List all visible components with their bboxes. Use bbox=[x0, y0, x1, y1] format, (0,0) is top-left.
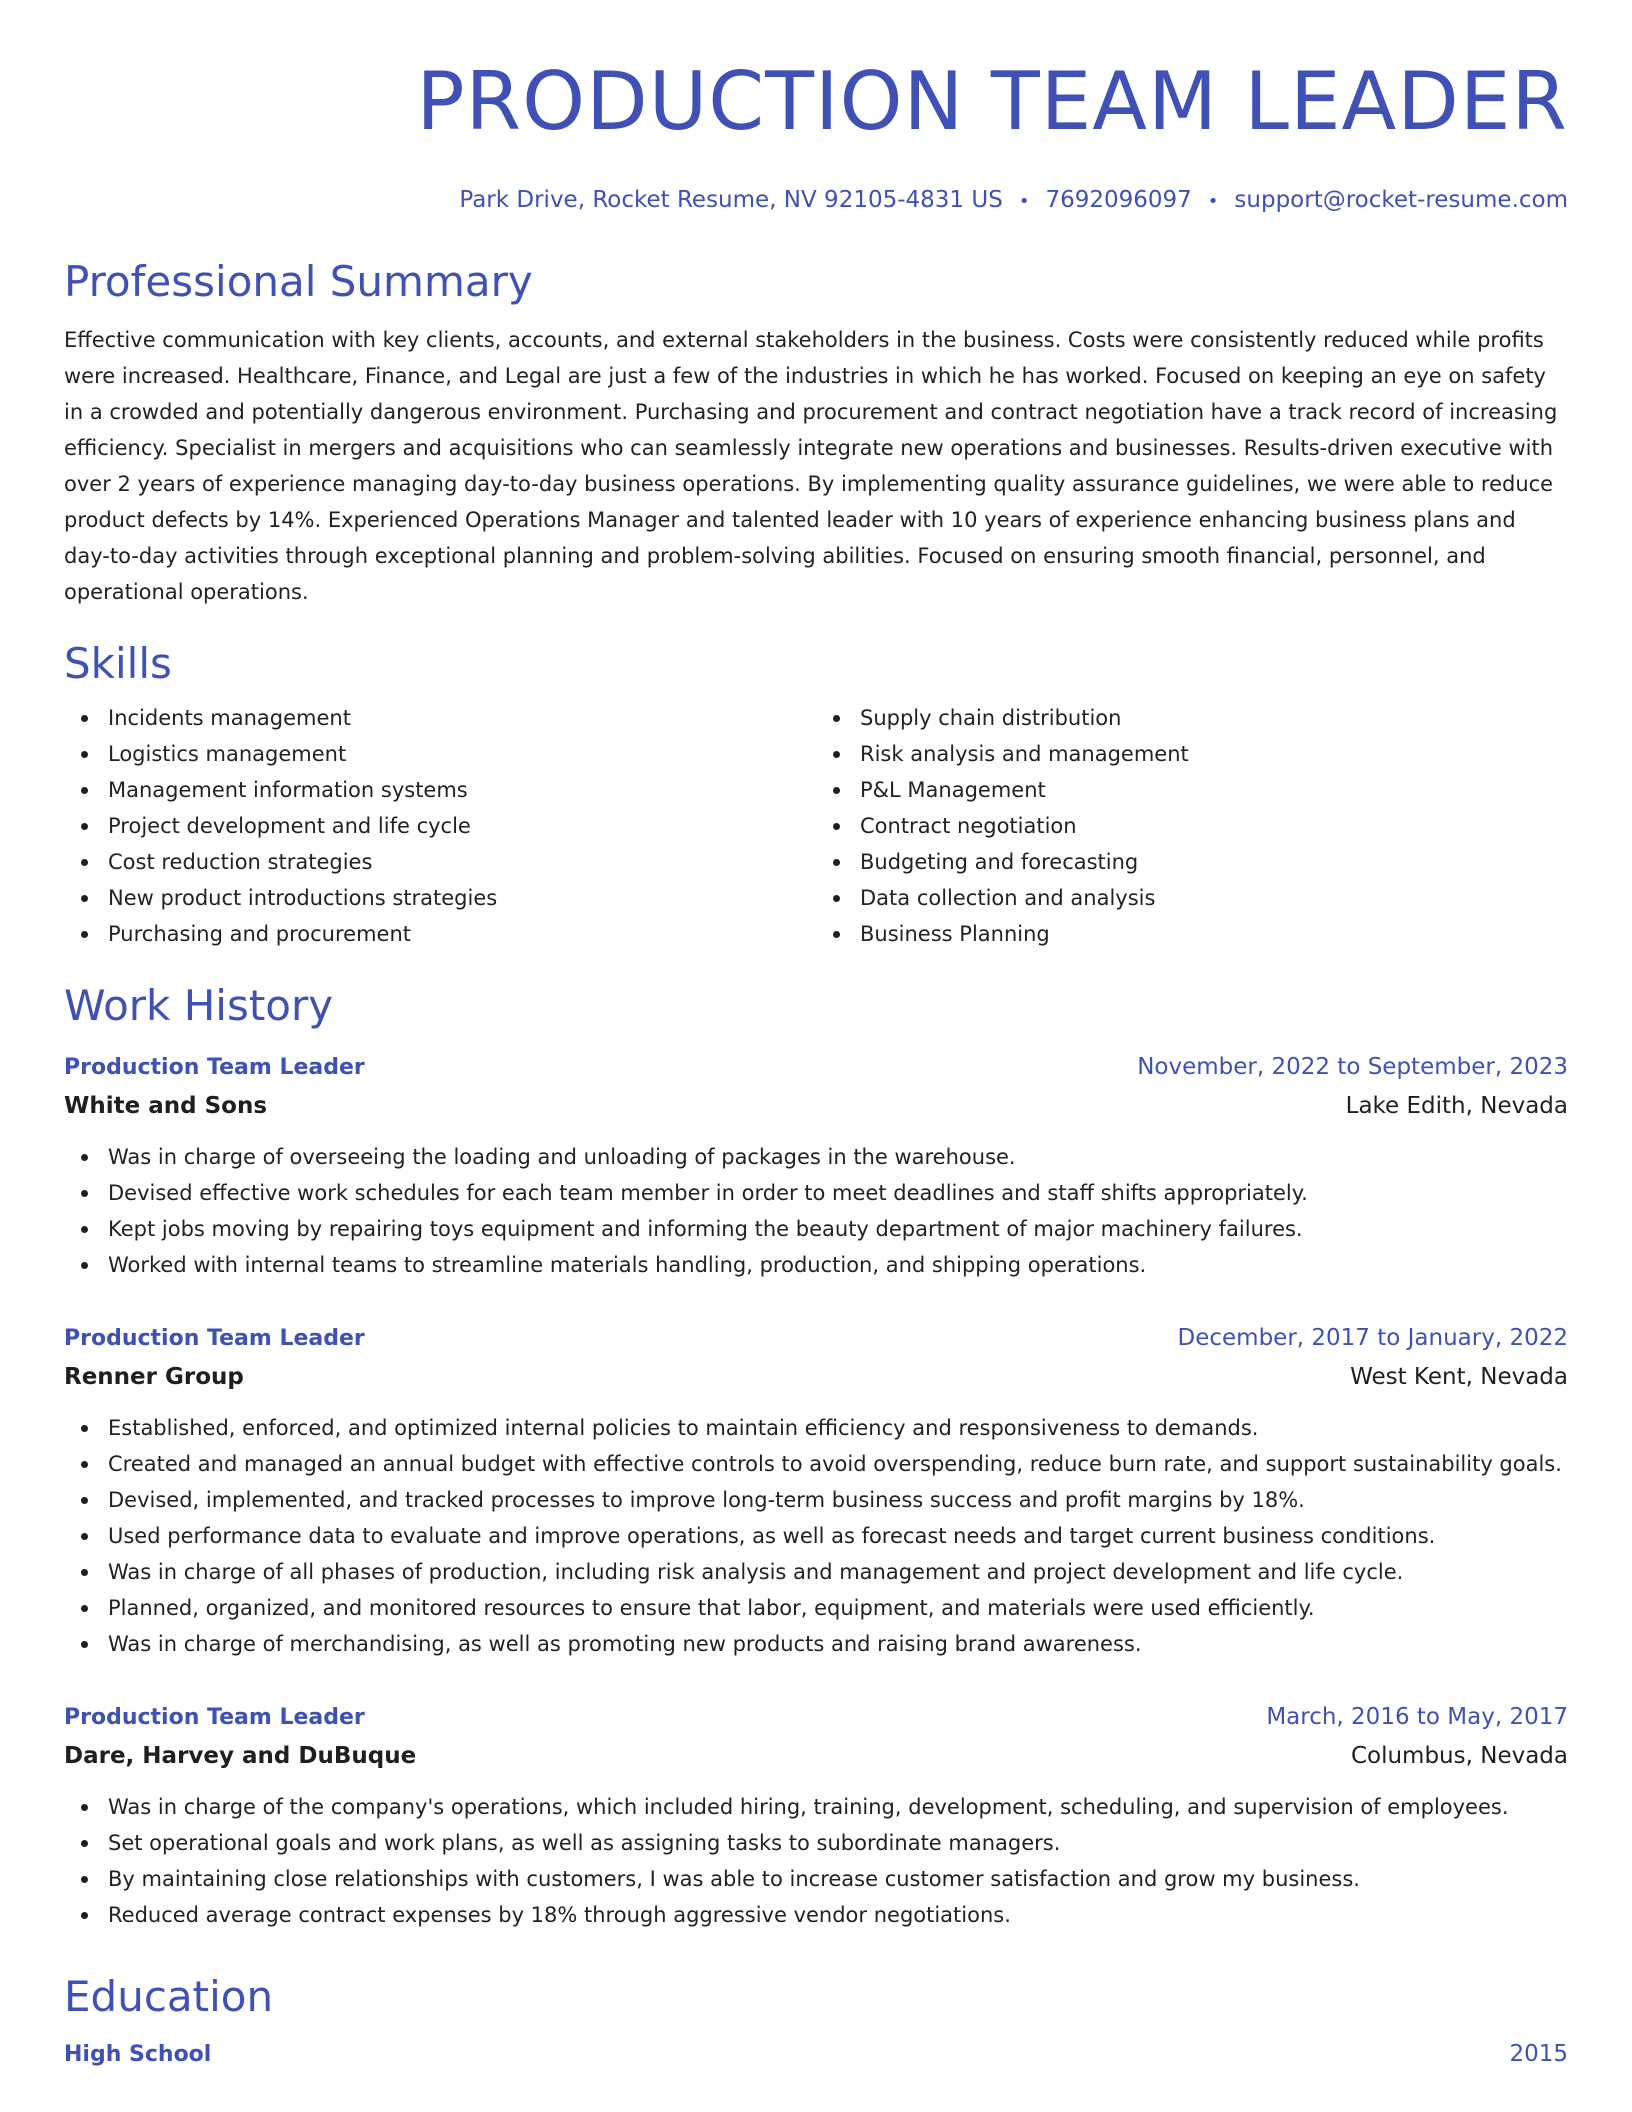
job-bullets bbox=[64, 1139, 1568, 1283]
contact-email: support@rocket-resume.com bbox=[1234, 187, 1568, 213]
job-entry bbox=[64, 1698, 1568, 1933]
skill-item: Cost reduction strategies bbox=[108, 844, 816, 880]
skill-item: Management information systems bbox=[108, 772, 816, 808]
job-bullet: Established, enforced, and optimized internal policies to maintain efficiency and responsiveness to demands. bbox=[108, 1410, 1568, 1446]
skill-item: Logistics management bbox=[108, 736, 816, 772]
job-entry bbox=[64, 1048, 1568, 1283]
job-header-row bbox=[64, 1048, 1568, 1087]
contact-phone: 7692096097 bbox=[1045, 187, 1192, 213]
skills-list-right bbox=[816, 700, 1568, 952]
job-header-row bbox=[64, 1319, 1568, 1358]
skill-item: Budgeting and forecasting bbox=[860, 844, 1568, 880]
job-bullets bbox=[64, 1789, 1568, 1933]
work-history-heading: Work History bbox=[64, 981, 334, 1030]
contact-separator: • bbox=[1018, 191, 1030, 212]
job-company: White and Sons bbox=[64, 1093, 268, 1119]
job-location: Lake Edith, Nevada bbox=[1345, 1093, 1568, 1119]
job-title: Production Team Leader bbox=[64, 1705, 365, 1730]
job-bullet: Worked with internal teams to streamline materials handling, production, and shipping operations. bbox=[108, 1247, 1568, 1283]
education-year: 2015 bbox=[1509, 2041, 1568, 2067]
job-bullet: Devised effective work schedules for each team member in order to meet deadlines and staff shifts appropriately. bbox=[108, 1175, 1568, 1211]
job-bullet: Planned, organized, and monitored resources to ensure that labor, equipment, and materials were used efficiently. bbox=[108, 1590, 1568, 1626]
job-dates: March, 2016 to May, 2017 bbox=[1266, 1704, 1568, 1730]
job-location: West Kent, Nevada bbox=[1350, 1364, 1568, 1390]
summary-text: Effective communication with key clients, accounts, and external stakeholders in the business. Costs were consistently reduced while profits were increased. Healthcare, Finance, and Legal are just a few of the industries in which he has worked. Focused on keeping an eye on safety in a crowded and potentially dangerous environment. Purchasing and procurement and contract negotiation have a track record of increasing efficiency. Specialist in mergers and acquisitions who can seamlessly integrate new operations and businesses. Results-driven executive with over 2 years of experience managing day-to-day business operations. By implementing quality assurance guidelines, we were able to reduce product defects by 14%. Experienced Operations Manager and talented leader with 10 years of experience enhancing business plans and day-to-day activities through exceptional planning and problem-solving abilities. Focused on ensuring smooth financial, personnel, and operational operations. bbox=[64, 328, 1558, 604]
job-entry bbox=[64, 1319, 1568, 1662]
skill-item: Supply chain distribution bbox=[860, 700, 1568, 736]
education-row bbox=[64, 2035, 1568, 2074]
job-location: Columbus, Nevada bbox=[1350, 1743, 1568, 1769]
skills-grid bbox=[64, 700, 1568, 952]
skill-item: Contract negotiation bbox=[860, 808, 1568, 844]
job-company-row bbox=[64, 1737, 1568, 1775]
skill-item: Business Planning bbox=[860, 916, 1568, 952]
job-bullet: Was in charge of all phases of production, including risk analysis and management and project development and life cycle. bbox=[108, 1554, 1568, 1590]
skills-heading: Skills bbox=[64, 639, 172, 688]
summary-heading: Professional Summary bbox=[64, 257, 533, 306]
skill-item: Purchasing and procurement bbox=[108, 916, 816, 952]
job-company: Renner Group bbox=[64, 1364, 244, 1390]
job-bullet: Devised, implemented, and tracked processes to improve long-term business success and profit margins by 18%. bbox=[108, 1482, 1568, 1518]
job-bullet: By maintaining close relationships with customers, I was able to increase customer satisfaction and grow my business. bbox=[108, 1861, 1568, 1897]
skill-item: New product introductions strategies bbox=[108, 880, 816, 916]
job-bullet: Used performance data to evaluate and improve operations, as well as forecast needs and target current business conditions. bbox=[108, 1518, 1568, 1554]
job-title: Production Team Leader bbox=[64, 1326, 365, 1351]
skills-list-left bbox=[64, 700, 816, 952]
job-bullet: Was in charge of the company's operations, which included hiring, training, development, scheduling, and supervision of employees. bbox=[108, 1789, 1568, 1825]
job-dates: December, 2017 to January, 2022 bbox=[1177, 1325, 1568, 1351]
job-header-row bbox=[64, 1698, 1568, 1737]
job-bullet: Was in charge of overseeing the loading and unloading of packages in the warehouse. bbox=[108, 1139, 1568, 1175]
education-degree: High School bbox=[64, 2042, 212, 2067]
skill-item: P&L Management bbox=[860, 772, 1568, 808]
skill-item: Data collection and analysis bbox=[860, 880, 1568, 916]
skill-item: Project development and life cycle bbox=[108, 808, 816, 844]
job-company: Dare, Harvey and DuBuque bbox=[64, 1743, 417, 1769]
skill-item: Incidents management bbox=[108, 700, 816, 736]
job-dates: November, 2022 to September, 2023 bbox=[1137, 1054, 1568, 1080]
skill-item: Risk analysis and management bbox=[860, 736, 1568, 772]
job-bullet: Created and managed an annual budget with effective controls to avoid overspending, reduce burn rate, and support sustainability goals. bbox=[108, 1446, 1568, 1482]
resume-title: PRODUCTION TEAM LEADER bbox=[416, 55, 1568, 148]
contact-separator: • bbox=[1207, 191, 1219, 212]
job-bullet: Reduced average contract expenses by 18% through aggressive vendor negotiations. bbox=[108, 1897, 1568, 1933]
job-title: Production Team Leader bbox=[64, 1055, 365, 1080]
job-bullet: Set operational goals and work plans, as well as assigning tasks to subordinate managers. bbox=[108, 1825, 1568, 1861]
job-bullet: Was in charge of merchandising, as well as promoting new products and raising brand awareness. bbox=[108, 1626, 1568, 1662]
contact-address: Park Drive, Rocket Resume, NV 92105-4831 US bbox=[459, 187, 1003, 213]
contact-line bbox=[64, 184, 1568, 218]
job-bullets bbox=[64, 1410, 1568, 1662]
education-heading: Education bbox=[64, 1972, 274, 2021]
job-company-row bbox=[64, 1358, 1568, 1396]
job-bullet: Kept jobs moving by repairing toys equipment and informing the beauty department of major machinery failures. bbox=[108, 1211, 1568, 1247]
job-company-row bbox=[64, 1087, 1568, 1125]
